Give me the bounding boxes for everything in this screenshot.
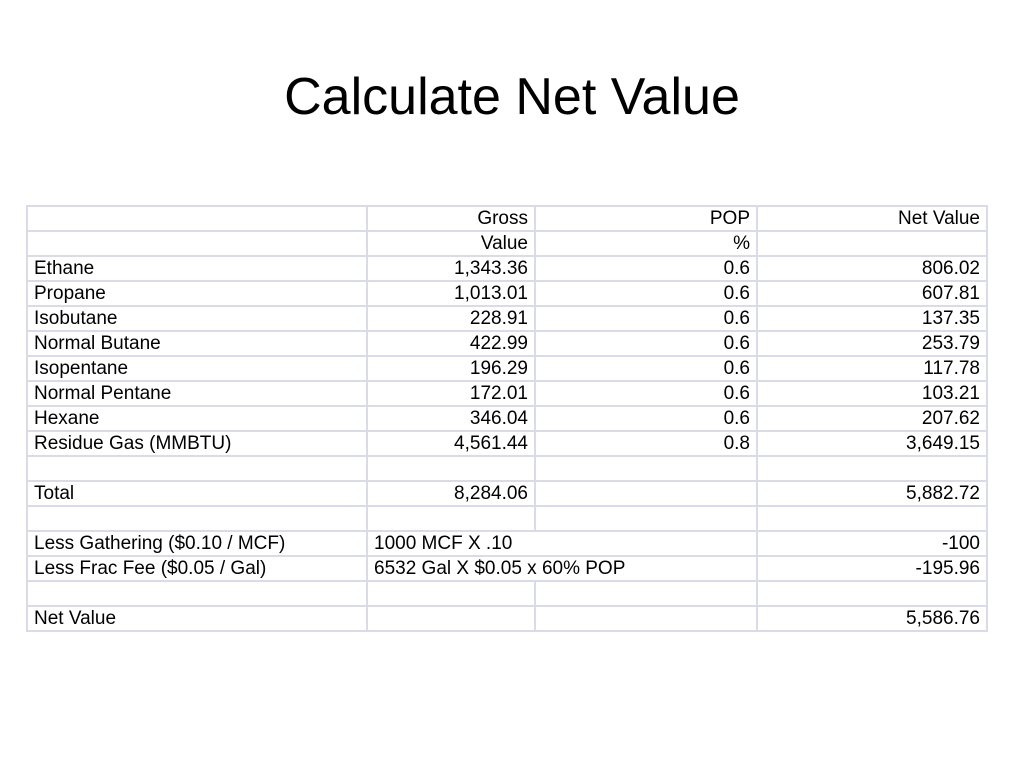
header-value: Value: [367, 231, 535, 256]
header-net-value: Net Value: [757, 206, 987, 231]
frac-fee-row: [27, 556, 987, 581]
row-net: 607.81: [757, 281, 987, 306]
header-pop: POP: [535, 206, 757, 231]
row-net: 137.35: [757, 306, 987, 331]
frac-fee-net: -195.96: [757, 556, 987, 581]
frac-fee-calc: 6532 Gal X $0.05 x 60% POP: [367, 556, 757, 581]
row-gross: 346.04: [367, 406, 535, 431]
header-cell-blank: [27, 206, 367, 231]
row-net: 3,649.15: [757, 431, 987, 456]
table-row: [27, 256, 987, 281]
table-row: [27, 381, 987, 406]
table-row: [27, 431, 987, 456]
total-net: 5,882.72: [757, 481, 987, 506]
row-name: Propane: [27, 281, 367, 306]
total-row: [27, 481, 987, 506]
row-net: 207.62: [757, 406, 987, 431]
header-cell-blank: [757, 231, 987, 256]
row-name: Normal Butane: [27, 331, 367, 356]
row-net: 253.79: [757, 331, 987, 356]
row-pop: 0.6: [535, 256, 757, 281]
row-pop: 0.6: [535, 331, 757, 356]
empty-row: [27, 581, 987, 606]
row-gross: 1,013.01: [367, 281, 535, 306]
gathering-calc: 1000 MCF X .10: [367, 531, 757, 556]
net-value-amount: 5,586.76: [757, 606, 987, 631]
row-name: Normal Pentane: [27, 381, 367, 406]
row-gross: 196.29: [367, 356, 535, 381]
row-pop: 0.6: [535, 356, 757, 381]
row-pop: 0.6: [535, 281, 757, 306]
row-name: Hexane: [27, 406, 367, 431]
header-cell-blank: [27, 231, 367, 256]
gathering-label: Less Gathering ($0.10 / MCF): [27, 531, 367, 556]
row-gross: 1,343.36: [367, 256, 535, 281]
row-gross: 4,561.44: [367, 431, 535, 456]
total-gross: 8,284.06: [367, 481, 535, 506]
row-pop: 0.6: [535, 406, 757, 431]
header-row-1: [27, 206, 987, 231]
row-gross: 422.99: [367, 331, 535, 356]
row-net: 103.21: [757, 381, 987, 406]
table-row: [27, 281, 987, 306]
row-name: Isopentane: [27, 356, 367, 381]
header-row-2: [27, 231, 987, 256]
slide-title: Calculate Net Value: [284, 68, 740, 126]
row-pop: 0.8: [535, 431, 757, 456]
row-pop: 0.6: [535, 306, 757, 331]
net-value-row: [27, 606, 987, 631]
row-name: Residue Gas (MMBTU): [27, 431, 367, 456]
empty-row: [27, 506, 987, 531]
row-gross: 228.91: [367, 306, 535, 331]
row-name: Ethane: [27, 256, 367, 281]
row-gross: 172.01: [367, 381, 535, 406]
table-row: [27, 356, 987, 381]
net-value-table: [26, 205, 988, 632]
total-label: Total: [27, 481, 367, 506]
header-percent: %: [535, 231, 757, 256]
row-pop: 0.6: [535, 381, 757, 406]
frac-fee-label: Less Frac Fee ($0.05 / Gal): [27, 556, 367, 581]
net-value-label: Net Value: [27, 606, 367, 631]
gathering-net: -100: [757, 531, 987, 556]
table-row: [27, 331, 987, 356]
table-row: [27, 406, 987, 431]
row-name: Isobutane: [27, 306, 367, 331]
table-row: [27, 306, 987, 331]
row-net: 806.02: [757, 256, 987, 281]
gathering-row: [27, 531, 987, 556]
row-net: 117.78: [757, 356, 987, 381]
empty-row: [27, 456, 987, 481]
header-gross: Gross: [367, 206, 535, 231]
